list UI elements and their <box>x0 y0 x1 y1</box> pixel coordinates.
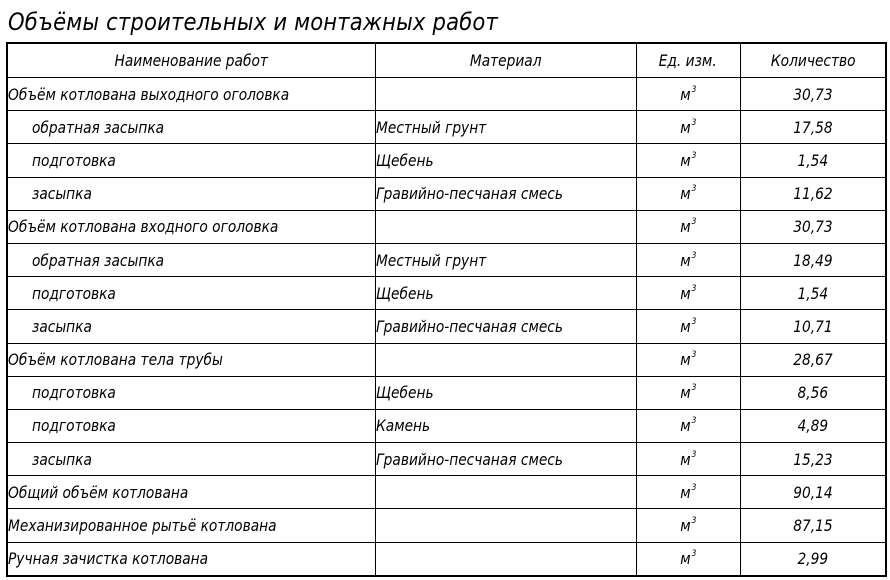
cell-unit <box>636 144 740 177</box>
unit-base: м <box>680 184 691 204</box>
table-header-row <box>7 43 886 78</box>
unit-exponent: 3 <box>691 217 697 228</box>
cell-material <box>375 343 636 376</box>
cell-name: Объём котлована входного оголовка <box>7 210 375 243</box>
unit-exponent: 3 <box>691 482 697 493</box>
table-row <box>7 476 886 509</box>
cell-unit <box>636 376 740 409</box>
table-row <box>7 343 886 376</box>
unit-exponent: 3 <box>691 184 697 195</box>
cell-unit <box>636 277 740 310</box>
cell-quantity: 18,49 <box>740 243 886 276</box>
cell-unit <box>636 310 740 343</box>
cell-name: засыпка <box>7 443 375 476</box>
cell-unit <box>636 542 740 576</box>
unit-base: м <box>680 283 691 303</box>
header-unit: Ед. изм. <box>636 43 740 78</box>
cell-material: Щебень <box>375 144 636 177</box>
cell-name: Ручная зачистка котлована <box>7 542 375 576</box>
table-row <box>7 542 886 576</box>
table-row <box>7 111 886 144</box>
unit-base: м <box>680 316 691 336</box>
cell-quantity: 11,62 <box>740 177 886 210</box>
cell-unit <box>636 177 740 210</box>
cell-name: подготовка <box>7 277 375 310</box>
cell-unit <box>636 476 740 509</box>
cell-quantity: 28,67 <box>740 343 886 376</box>
cell-material <box>375 509 636 542</box>
cell-material: Местный грунт <box>375 111 636 144</box>
unit-base: м <box>680 217 691 237</box>
cell-name: обратная засыпка <box>7 111 375 144</box>
table-row <box>7 177 886 210</box>
cell-name: Механизированное рытьё котлована <box>7 509 375 542</box>
page-title: Объёмы строительных и монтажных работ <box>8 8 498 36</box>
cell-name: подготовка <box>7 376 375 409</box>
unit-base: м <box>680 383 691 403</box>
cell-material: Местный грунт <box>375 243 636 276</box>
unit-exponent: 3 <box>691 84 697 95</box>
unit-base: м <box>680 250 691 270</box>
cell-quantity: 30,73 <box>740 78 886 111</box>
unit-exponent: 3 <box>691 383 697 394</box>
unit-base: м <box>680 84 691 104</box>
cell-material: Гравийно-песчаная смесь <box>375 310 636 343</box>
cell-material: Гравийно-песчаная смесь <box>375 177 636 210</box>
unit-base: м <box>680 549 691 569</box>
unit-exponent: 3 <box>691 117 697 128</box>
table-row <box>7 310 886 343</box>
cell-unit <box>636 409 740 442</box>
cell-quantity: 1,54 <box>740 277 886 310</box>
cell-unit <box>636 210 740 243</box>
cell-material: Гравийно-песчаная смесь <box>375 443 636 476</box>
unit-exponent: 3 <box>691 316 697 327</box>
cell-unit <box>636 343 740 376</box>
table-row <box>7 509 886 542</box>
header-quantity: Количество <box>740 43 886 78</box>
cell-name: Объём котлована выходного оголовка <box>7 78 375 111</box>
cell-material: Камень <box>375 409 636 442</box>
cell-quantity: 15,23 <box>740 443 886 476</box>
cell-material: Щебень <box>375 277 636 310</box>
cell-quantity: 10,71 <box>740 310 886 343</box>
cell-material: Щебень <box>375 376 636 409</box>
cell-name: засыпка <box>7 177 375 210</box>
cell-name: подготовка <box>7 409 375 442</box>
unit-base: м <box>680 117 691 137</box>
cell-quantity: 17,58 <box>740 111 886 144</box>
unit-exponent: 3 <box>691 150 697 161</box>
table-row <box>7 78 886 111</box>
unit-exponent: 3 <box>691 283 697 294</box>
cell-name: обратная засыпка <box>7 243 375 276</box>
unit-base: м <box>680 150 691 170</box>
table-body <box>7 78 886 577</box>
table-row <box>7 144 886 177</box>
table-row <box>7 243 886 276</box>
unit-exponent: 3 <box>691 350 697 361</box>
cell-unit <box>636 443 740 476</box>
cell-quantity: 8,56 <box>740 376 886 409</box>
cell-quantity: 87,15 <box>740 509 886 542</box>
cell-quantity: 1,54 <box>740 144 886 177</box>
unit-base: м <box>680 482 691 502</box>
table-row <box>7 376 886 409</box>
cell-quantity: 90,14 <box>740 476 886 509</box>
header-material: Материал <box>375 43 636 78</box>
volumes-table <box>6 42 887 577</box>
cell-unit <box>636 243 740 276</box>
cell-name: засыпка <box>7 310 375 343</box>
cell-unit <box>636 111 740 144</box>
unit-exponent: 3 <box>691 449 697 460</box>
volumes-table-container <box>6 42 885 577</box>
unit-base: м <box>680 516 691 536</box>
cell-quantity: 2,99 <box>740 542 886 576</box>
unit-base: м <box>680 449 691 469</box>
table-row <box>7 210 886 243</box>
cell-name: Объём котлована тела трубы <box>7 343 375 376</box>
table-row <box>7 409 886 442</box>
table-row <box>7 277 886 310</box>
cell-quantity: 4,89 <box>740 409 886 442</box>
cell-quantity: 30,73 <box>740 210 886 243</box>
cell-name: подготовка <box>7 144 375 177</box>
cell-material <box>375 476 636 509</box>
cell-material <box>375 542 636 576</box>
unit-exponent: 3 <box>691 549 697 560</box>
unit-exponent: 3 <box>691 516 697 527</box>
cell-material <box>375 210 636 243</box>
cell-name: Общий объём котлована <box>7 476 375 509</box>
unit-base: м <box>680 350 691 370</box>
cell-unit <box>636 78 740 111</box>
cell-material <box>375 78 636 111</box>
header-name: Наименование работ <box>7 43 375 78</box>
unit-exponent: 3 <box>691 416 697 427</box>
cell-unit <box>636 509 740 542</box>
table-row <box>7 443 886 476</box>
unit-exponent: 3 <box>691 250 697 261</box>
unit-base: м <box>680 416 691 436</box>
